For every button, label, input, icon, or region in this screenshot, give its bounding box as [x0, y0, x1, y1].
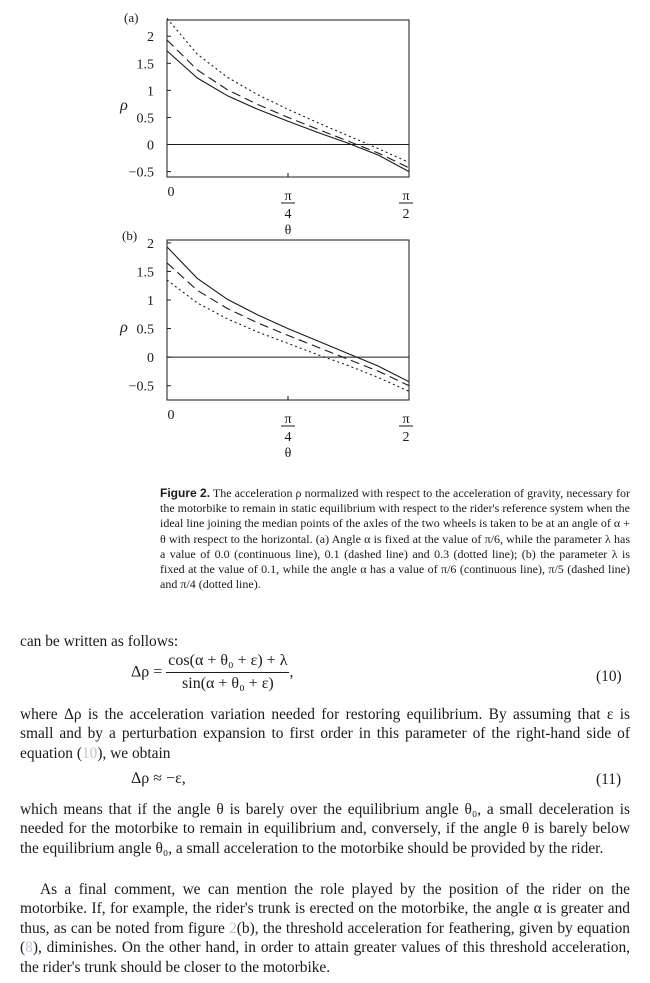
equation-ref-8[interactable]: 8: [25, 939, 33, 957]
equation-11: Δρ ≈ −ε,: [131, 770, 186, 787]
panel-a-x-tick-pi4-den: 4: [284, 207, 292, 222]
para3-text-a: As a final comment, we can mention the role played by the position of the rider on the motorbike. If, for example, the rider's trunk is erected on the motorbike, the angle α is greater and thus, as can be noted from figure: [20, 881, 630, 937]
caption-text: The acceleration ρ normalized with respect to the acceleration of gravity, necessary for the motorbike to remain in static equilibrium with respect to the rider's reference system when the ideal line joining the median points of the axles of the two wheels is taken to be at an angle of α + θ with respect to the horizontal. (a) Angle α is fixed at the value of π/6, while the parameter λ has a value of 0.0 (continuous line), 0.1 (dashed line) and 0.3 (dotted line); (b) the parameter λ is fixed at the value of 0.1, while the angle α has a value of π/6 (continuous line), π/5 (dashed line) and π/4 (dotted line).: [160, 486, 630, 592]
para3-text-b: (b), the threshold acceleration for feathering, given by equation (: [20, 919, 630, 957]
panel-b-y-axis-label: ρ: [120, 319, 128, 336]
panel-b-plot-frame: [167, 240, 409, 400]
intro-text: can be written as follows:: [20, 633, 179, 650]
panel-a-y-axis-label: ρ: [120, 97, 128, 114]
eq10-fraction: [166, 652, 289, 693]
paragraph-1: [20, 705, 630, 763]
panel-b-x-tick-pi4-den: 4: [284, 430, 292, 445]
paragraph-2: which means that if the angle θ is barely over the equilibrium angle θ₀, a small deceleration is needed for the motorbike to remain in equilibrium and, conversely, if the angle θ is barely below the equilibrium angle θ₀, a small acceleration to the motorbike should be provided by the rider.: [20, 801, 630, 857]
panel-a-y-tick-label: 2: [147, 30, 154, 46]
panel-b-y-tick-label: 1.5: [136, 265, 154, 281]
panel-b-y-tick-label: 0: [147, 351, 154, 367]
panel-b-x-axis-label: θ: [284, 446, 292, 461]
panel-b-series-dashed: [167, 263, 409, 386]
figure-ref-2[interactable]: 2: [229, 919, 237, 937]
panel-b-x-tick-pi2-den: 2: [402, 430, 410, 445]
figure-caption: [160, 486, 630, 592]
eq10-comma: ,: [289, 663, 294, 681]
panel-a-series-dashed: [167, 40, 409, 168]
panel-b-series-solid: [167, 247, 409, 382]
para1-text-b: ), we obtain: [97, 744, 171, 762]
eq10-number: (10): [596, 668, 622, 685]
panel-b-label: (b): [122, 228, 138, 243]
panel-a-x-tick-pi2-num: π: [402, 189, 410, 204]
panel-a-x-tick-0: 0: [167, 185, 175, 200]
eq10-denominator: sin(α + θ₀ + ε): [182, 675, 274, 692]
panel-a-series-solid: [167, 51, 409, 172]
panel-a-label: (a): [124, 10, 139, 25]
panel-a-y-tick-label: −0.5: [128, 165, 154, 181]
panel-a-y-tick-label: 0.5: [136, 111, 154, 127]
panel-a-y-tick-label: 1.5: [136, 57, 154, 73]
chart-panel-b: [100, 236, 430, 461]
equation-ref-10[interactable]: 10: [81, 744, 98, 762]
eq11-number: (11): [596, 771, 622, 788]
panel-a-x-tick-pi4-num: π: [284, 189, 292, 204]
para1-text-a: where Δρ is the acceleration variation needed for restoring equilibrium. By assuming that ε is small and by a perturbation expansion to first order in this parameter of the right-hand side of equation (: [20, 706, 630, 762]
panel-b-x-tick-0: 0: [167, 408, 175, 423]
eq10-lhs: Δρ =: [131, 663, 163, 681]
paragraph-3: [20, 880, 630, 977]
chart-panel-a: [100, 20, 430, 238]
panel-b-y-tick-label: 2: [147, 236, 154, 252]
panel-a-x-tick-pi2-den: 2: [402, 207, 410, 222]
panel-a-y-tick-label: 1: [147, 84, 154, 100]
caption-label: Figure 2.: [160, 486, 211, 500]
eq10-numerator: cos(α + θ₀ + ε) + λ: [166, 652, 289, 673]
panel-b-x-tick-pi2-num: π: [402, 412, 410, 427]
panel-b-y-tick-label: 1: [147, 294, 154, 309]
panel-b-y-tick-label: 0.5: [136, 322, 154, 338]
panel-a-x-axis-label: θ: [284, 223, 292, 238]
para3-text-c: ), diminishes. On the other hand, in order to attain greater values of this threshold acceleration, the rider's trunk should be closer to the motorbike.: [20, 939, 630, 976]
panel-b-x-tick-pi4-num: π: [284, 412, 292, 427]
panel-a-y-tick-label: 0: [147, 138, 154, 154]
equation-10: [131, 652, 293, 693]
panel-a-series-dotted: [167, 18, 409, 162]
panel-b-y-tick-label: −0.5: [128, 379, 154, 395]
